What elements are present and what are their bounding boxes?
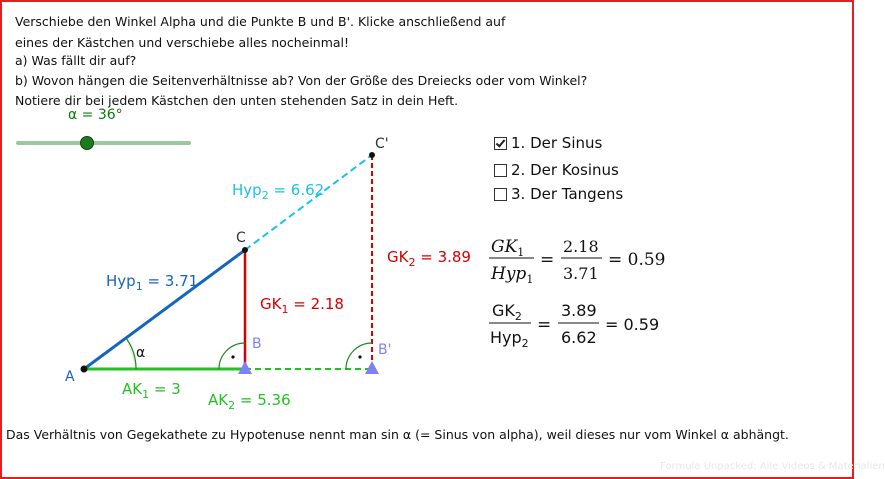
formula-1-num-val: 2.18 <box>563 237 599 256</box>
hyp2-label: Hyp$_2$ = 6.62 <box>232 181 325 202</box>
angle-alpha-arc <box>126 338 136 369</box>
checkbox-kosinus-label: 2. Der Kosinus <box>511 161 619 179</box>
formula-1 <box>489 237 666 286</box>
gk1-label: $GK_1 = 2.18$ <box>260 295 344 316</box>
alpha-slider-label: α = 36° <box>68 107 123 123</box>
hyp1-label: Hyp$_1$ = 3.71 <box>106 272 199 293</box>
checkbox-tangens-label: 3. Der Tangens <box>511 185 624 203</box>
point-b2-handle[interactable] <box>365 361 379 374</box>
hypotenuse-2-line <box>245 155 372 250</box>
point-a-label: A <box>65 369 75 385</box>
ak2-label: $AK_2 = 5.36$ <box>208 391 291 412</box>
checkbox-sinus-label: 1. Der Sinus <box>511 134 603 152</box>
point-b2-label: B' <box>378 342 392 358</box>
point-c2-label: C' <box>375 136 389 152</box>
formula-1-numerator: $GK_1$ <box>491 237 525 259</box>
watermark: Formula Unpacked: Alle Videos & Materialien <box>660 461 885 472</box>
conclusion-text: Das Verhältnis von Gegekathete zu Hypotenuse nennt man sin α (= Sinus von alpha), weil dieses nur vom Winkel α abhängt. <box>6 427 789 442</box>
instruction-line-4: b) Wovon hängen die Seitenverhältnisse ab? Von der Größe des Dreiecks oder vom Winkel? <box>15 73 588 88</box>
instruction-line-1: Verschiebe den Winkel Alpha und die Punkte B und B'. Klicke anschließend auf <box>15 14 506 29</box>
point-b-label: B <box>252 336 262 352</box>
point-c <box>242 247 248 253</box>
formula-2-denominator: Hyp$_2$ <box>490 328 529 350</box>
formula-1-den-val: 3.71 <box>563 264 599 283</box>
svg-text:=: = <box>537 315 552 335</box>
formula-2-den-val: 6.62 <box>561 328 597 347</box>
instruction-line-2: eines der Kästchen und verschiebe alles nocheinmal! <box>15 35 350 50</box>
hypotenuse-1-line <box>84 250 245 369</box>
point-a <box>81 366 88 373</box>
angle-alpha-label: α <box>136 345 146 361</box>
formula-2-num-val: 3.89 <box>561 301 597 320</box>
instruction-line-5: Notiere dir bei jedem Kästchen den unten stehenden Satz in dein Heft. <box>15 93 459 108</box>
formula-2-result: = 0.59 <box>605 315 660 334</box>
formula-1-result: = 0.59 <box>608 250 666 270</box>
gk2-label: $GK_2 = 3.89$ <box>387 248 471 269</box>
instruction-line-3: a) Was fällt dir auf? <box>15 53 137 68</box>
formula-1-denominator: Hyp$_1$ <box>491 264 534 286</box>
svg-text:=: = <box>540 250 555 270</box>
formula-2-numerator: $GK_2$ <box>492 301 522 323</box>
point-c2 <box>369 152 375 158</box>
formula-2 <box>489 301 659 350</box>
ak1-label: $AK_1 = 3$ <box>122 380 181 401</box>
point-c-label: C <box>236 230 246 246</box>
